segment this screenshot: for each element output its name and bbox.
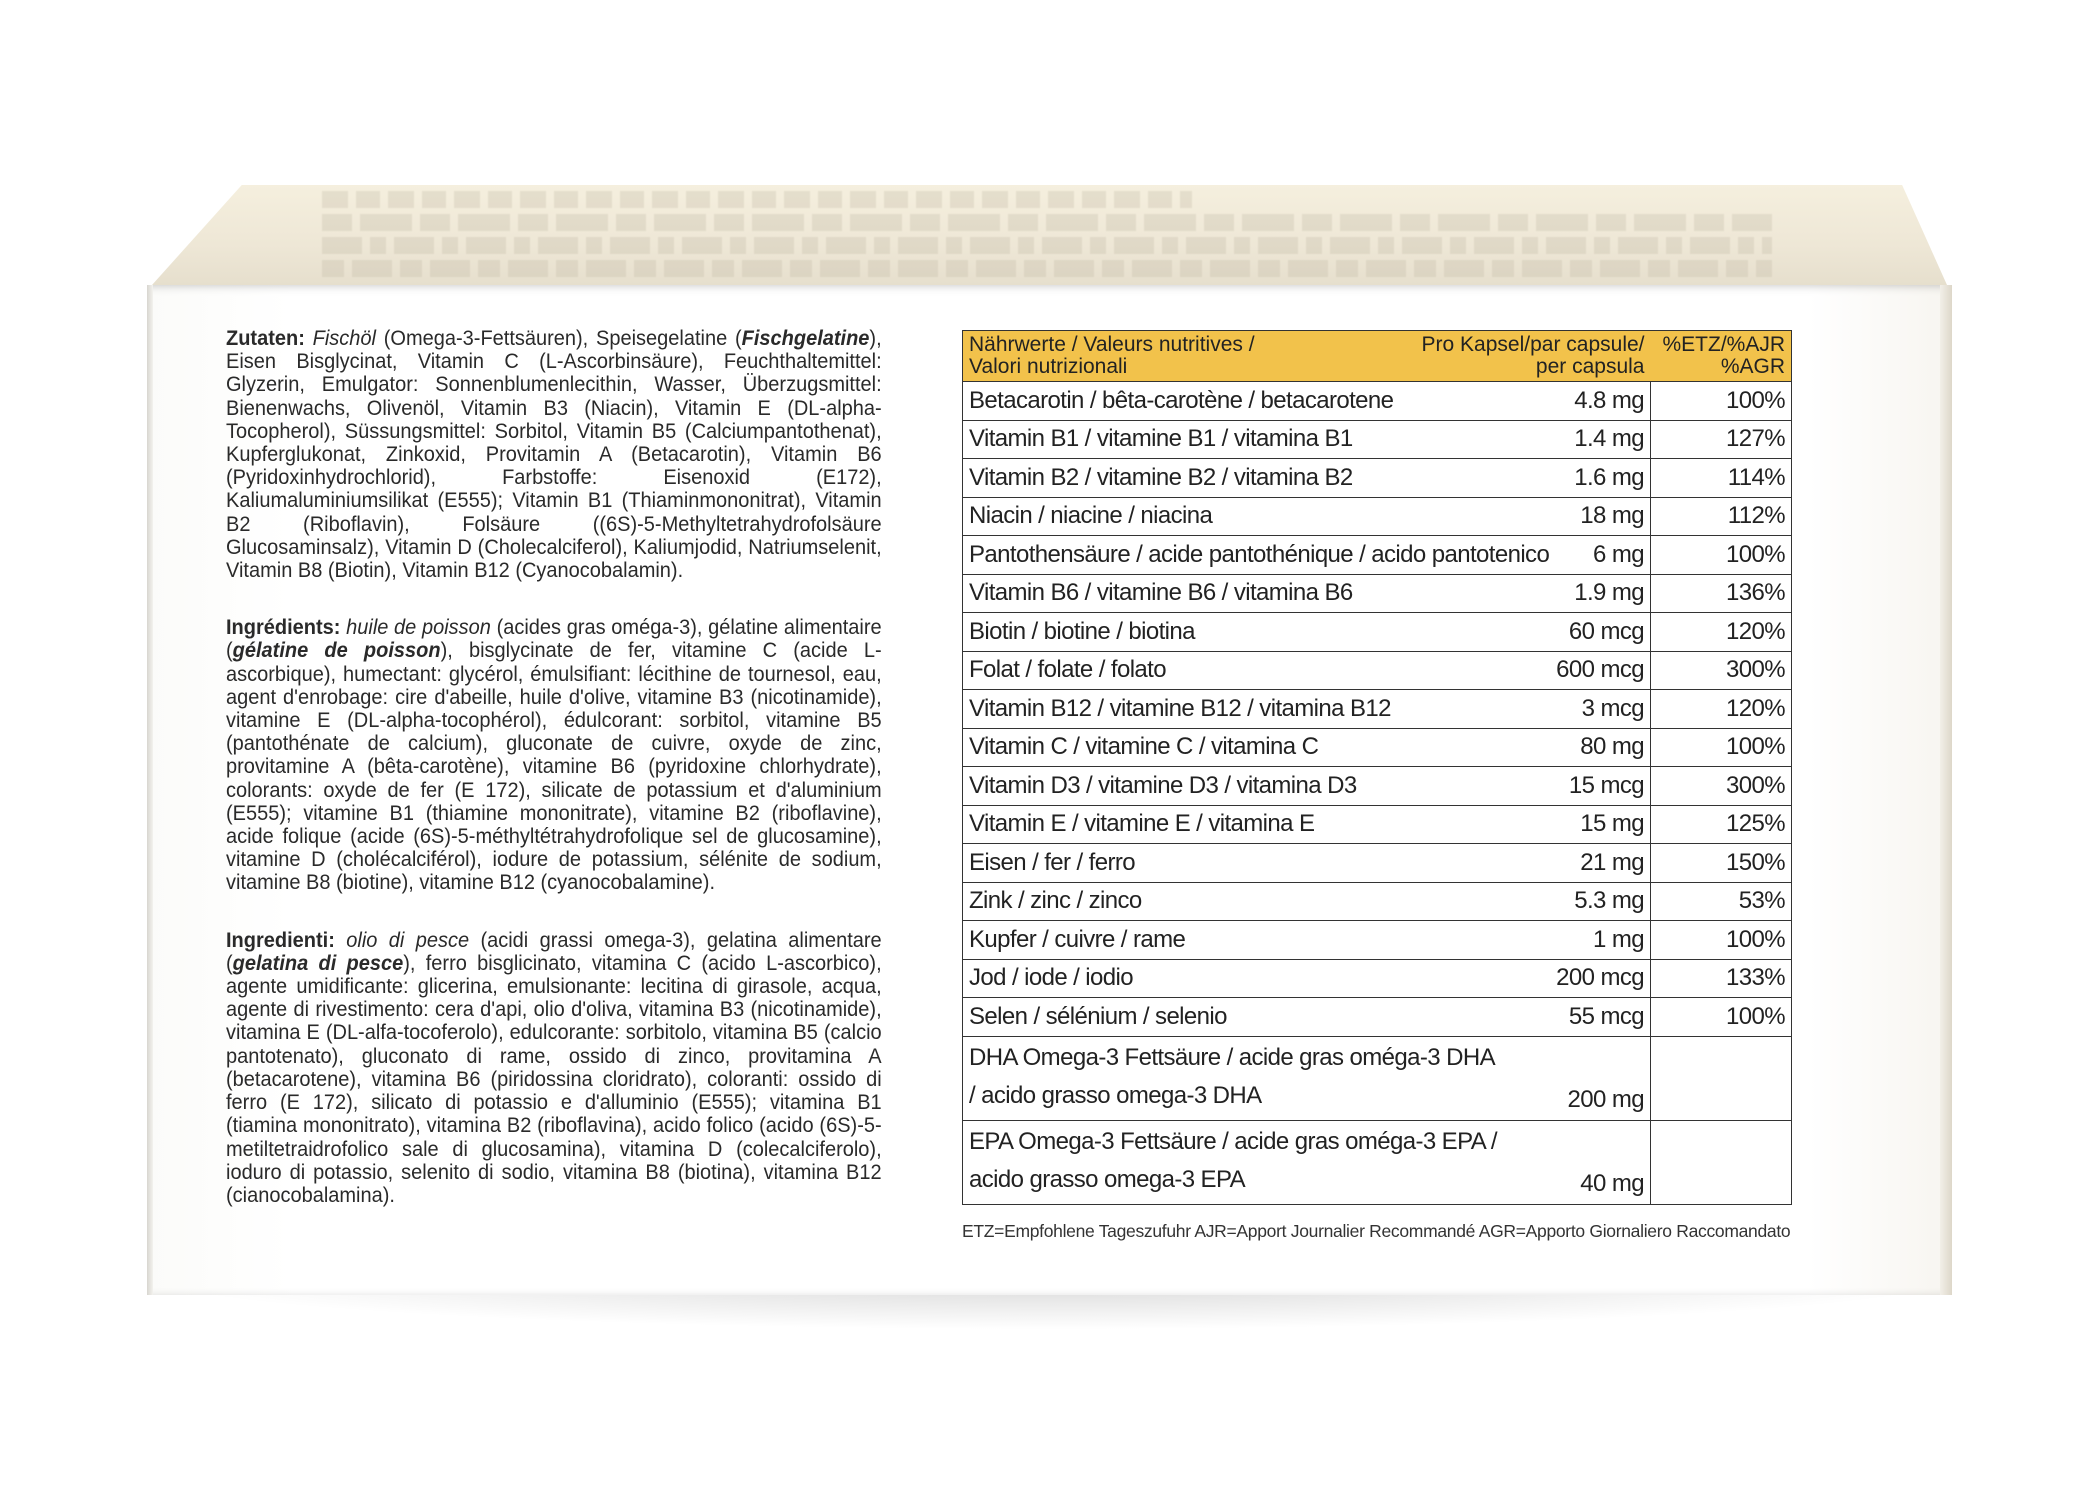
header-percent-line1: %ETZ/%AJR <box>1662 333 1785 356</box>
nutrient-percent: 120% <box>1651 690 1792 729</box>
nutrient-amount: 1.6 mg <box>1511 459 1651 498</box>
nutrient-row <box>963 1036 1792 1120</box>
nutrient-name: Vitamin C / vitamine C / vitamina C <box>963 728 1511 767</box>
ingredients-fr-label: Ingrédients: <box>226 615 341 640</box>
nutrient-name: Selen / sélénium / selenio <box>963 998 1511 1037</box>
nutrient-name: Vitamin B12 / vitamine B12 / vitamina B12 <box>963 690 1511 729</box>
nutrition-table-wrap <box>962 330 1791 1242</box>
table-footnote: ETZ=Empfohlene Tageszufuhr AJR=Apport Journalier Recommandé AGR=Apporto Giornaliero Raccomandato <box>962 1220 1791 1241</box>
header-amount-line1: Pro Kapsel/par capsule/ <box>1421 333 1645 356</box>
nutrition-table <box>962 330 1792 1205</box>
box-top-flap <box>152 185 1947 285</box>
ingredients-fr-segment: (acides gras oméga-3), gélatine alimentaire ( <box>226 615 882 663</box>
header-nutrient-line1: Nährwerte / Valeurs nutritives / <box>969 333 1255 356</box>
ingredients-de-label: Zutaten: <box>226 326 305 350</box>
nutrient-name: Vitamin D3 / vitamine D3 / vitamina D3 <box>963 767 1511 806</box>
header-percent-line2: %AGR <box>1720 355 1785 378</box>
nutrient-percent: 150% <box>1651 844 1792 883</box>
nutrient-amount: 15 mcg <box>1511 767 1651 806</box>
nutrient-row <box>963 613 1792 652</box>
header-amount <box>1421 331 1651 382</box>
nutrient-row <box>963 767 1792 806</box>
nutrient-row <box>963 805 1792 844</box>
ingredients-it-segment <box>335 928 346 952</box>
nutrition-table-header <box>963 331 1792 382</box>
nutrient-row <box>963 690 1792 729</box>
nutrient-row <box>963 459 1792 498</box>
ingredients-fr-segment: gélatine de poisson <box>232 638 441 663</box>
ingredients-it-text <box>226 928 882 1207</box>
nutrient-amount: 1 mg <box>1511 921 1651 960</box>
nutrient-row <box>963 574 1792 613</box>
box-edge-right <box>1940 285 1952 1295</box>
nutrient-name: Betacarotin / bêta-carotène / betacarotene <box>963 382 1511 421</box>
ingredients-it-segment: gelatina di pesce <box>232 950 404 975</box>
nutrient-name: Vitamin B2 / vitamine B2 / vitamina B2 <box>963 459 1511 498</box>
nutrient-percent: 100% <box>1651 536 1792 575</box>
nutrient-row <box>963 651 1792 690</box>
header-percent <box>1651 331 1792 382</box>
nutrient-row <box>963 536 1792 575</box>
nutrient-row <box>963 382 1792 421</box>
nutrient-percent: 300% <box>1651 767 1792 806</box>
mirrored-print-texture <box>322 191 1772 277</box>
nutrient-percent: 100% <box>1651 728 1792 767</box>
nutrition-table-body <box>963 382 1792 1205</box>
nutrient-percent: 300% <box>1651 651 1792 690</box>
nutrient-amount: 200 mg <box>1511 1036 1651 1120</box>
ingredients-de-segment: (Omega-3-Fettsäuren), Speisegelatine ( <box>375 326 742 350</box>
nutrient-percent: 100% <box>1651 921 1792 960</box>
nutrient-amount: 21 mg <box>1511 844 1651 883</box>
nutrient-percent: 120% <box>1651 613 1792 652</box>
nutrient-name: Kupfer / cuivre / rame <box>963 921 1511 960</box>
nutrient-amount: 40 mg <box>1511 1120 1651 1204</box>
nutrient-row <box>963 420 1792 459</box>
ingredients-it-segment: olio di pesce <box>346 927 470 952</box>
nutrient-name: Jod / iode / iodio <box>963 959 1511 998</box>
nutrient-row <box>963 882 1792 921</box>
nutrient-amount: 4.8 mg <box>1511 382 1651 421</box>
nutrient-row <box>963 497 1792 536</box>
nutrient-amount: 6 mg <box>1511 536 1651 575</box>
nutrient-percent: 127% <box>1651 420 1792 459</box>
nutrient-amount: 3 mcg <box>1511 690 1651 729</box>
nutrient-name: Vitamin E / vitamine E / vitamina E <box>963 805 1511 844</box>
nutrient-name: Vitamin B1 / vitamine B1 / vitamina B1 <box>963 420 1511 459</box>
ingredients-fr-text <box>226 615 882 894</box>
nutrient-percent: 125% <box>1651 805 1792 844</box>
nutrient-row <box>963 921 1792 960</box>
nutrient-percent: 100% <box>1651 382 1792 421</box>
nutrient-amount: 1.4 mg <box>1511 420 1651 459</box>
ingredients-de-text <box>226 326 882 582</box>
nutrient-amount: 200 mcg <box>1511 959 1651 998</box>
nutrient-percent: 100% <box>1651 998 1792 1037</box>
nutrient-amount: 5.3 mg <box>1511 882 1651 921</box>
nutrient-percent: 133% <box>1651 959 1792 998</box>
ingredients-fr-segment: ), bisglycinate de fer, vitamine C (acide L-ascorbique), humectant: glycérol, émulsifiant: lécithine de tournesol, eau, agent d'enrobage: cire d'abeille, huile d'olive, vitamine B3 (nicotinamide), vitamine E (DL-alpha-tocophérol), édulcorant: sorbitol, vitamine B5 (pantothénate de calcium), gluconate de cuivre, oxyde de zinc, provitamine A (bêta-carotène), vitamine B6 (pyridoxine chlorhydrate), colorants: oxyde de fer (E 172), silicate de potassium et d'aluminium (E555); vitamine B1 (thiamine mononitrate), vitamine B2 (riboflavine), acide folique (acide (6S)-5-méthyltétrahydrofolique sel de glucosamine), vitamine D (cholécalciférol), iodure de potassium, sélénite de sodium, vitamine B8 (biotine), vitamine B12 (cyanocobalamine). <box>226 638 882 895</box>
nutrient-amount: 60 mcg <box>1511 613 1651 652</box>
nutrient-amount: 80 mg <box>1511 728 1651 767</box>
nutrient-percent <box>1651 1036 1792 1120</box>
header-amount-text <box>1422 334 1645 378</box>
nutrient-amount: 600 mcg <box>1511 651 1651 690</box>
nutrient-percent: 53% <box>1651 882 1792 921</box>
nutrient-row <box>963 1120 1792 1204</box>
ingredients-de-segment: Fischgelatine <box>741 326 870 350</box>
nutrient-percent: 114% <box>1651 459 1792 498</box>
nutrient-amount: 15 mg <box>1511 805 1651 844</box>
nutrient-name: Eisen / fer / ferro <box>963 844 1511 883</box>
ingredients-it-segment: (acidi grassi omega-3), gelatina alimentare ( <box>226 927 882 975</box>
header-nutrient-line2: Valori nutrizionali <box>969 355 1128 378</box>
ingredients-de-segment: ), Eisen Bisglycinat, Vitamin C (L-Ascorbinsäure), Feuchthaltemittel: Glyzerin, Emulgator: Sonnenblumenlecithin, Wasser, Überzugsmittel: Bienenwachs, Olivenöl, Vitamin B3 (Niacin), Vitamin E (DL-alpha-Tocopherol), Süssungsmittel: Sorbitol, Vitamin B5 (Calciumpantothenat), Kupferglukonat, Zinkoxid, Provitamin A (Betacarotin), Vitamin B6 (Pyridoxinhydrochlorid), Farbstoffe: Eisenoxid (E172), Kaliumaluminiumsilikat (E555); Vitamin B1 (Thiaminmononitrat), Vitamin B2 (Riboflavin), Folsäure ((6S)-5-Methyltetrahydrofolsäure Glucosaminsalz), Vitamin D (Cholecalciferol), Kaliumjodid, Natriumselenit, Vitamin B8 (Biotin), Vitamin B12 (Cyanocobalamin). <box>226 326 882 583</box>
ingredients-it-label: Ingredienti: <box>226 927 335 952</box>
nutrient-amount: 55 mcg <box>1511 998 1651 1037</box>
box-edge-left <box>147 285 153 1295</box>
nutrient-name: Biotin / biotine / biotina <box>963 613 1511 652</box>
ingredients-block <box>226 327 882 1241</box>
nutrient-row <box>963 998 1792 1037</box>
nutrient-name: Vitamin B6 / vitamine B6 / vitamina B6 <box>963 574 1511 613</box>
nutrient-row <box>963 728 1792 767</box>
ingredients-it-segment: ), ferro bisglicinato, vitamina C (acido L-ascorbico), agente umidificante: glicerina, emulsionante: lecitina di girasole, acqua, agente di rivestimento: cera d'api, olio d'oliva, vitamina B3 (nicotinamide), vitamina E (DL-alfa-tocoferolo), edulcorante: sorbitolo, vitamina B5 (calcio pantotenato), gluconato di rame, ossido di zinco, provitamina A (betacarotene), vitamina B6 (piridossina cloridrato), coloranti: ossido di ferro (E 172), silicato di potassio e d'alluminio (E555); vitamina B1 (tiamina mononitrato), vitamina B2 (riboflavina), acido folico (acido (6S)-5-metiltetraidrofolico sale di glucosamina), vitamina D (colecalciferolo), ioduro di potassio, selenito di sodio, vitamina B8 (biotina), vitamina B12 (cianocobalamina). <box>226 950 882 1207</box>
header-amount-line2: per capsula <box>1535 355 1645 378</box>
ingredients-de-segment <box>305 326 313 350</box>
ingredients-fr <box>226 616 882 894</box>
nutrient-name: DHA Omega-3 Fettsäure / acide gras oméga-3 DHA / acido grasso omega-3 DHA <box>963 1036 1511 1120</box>
nutrient-name: Pantothensäure / acide pantothénique / acido pantotenico <box>963 536 1511 575</box>
nutrient-percent: 112% <box>1651 497 1792 536</box>
nutrient-name: Niacin / niacine / niacina <box>963 497 1511 536</box>
ingredients-fr-segment: huile de poisson <box>346 615 491 640</box>
ingredients-de <box>226 327 882 582</box>
nutrient-percent: 136% <box>1651 574 1792 613</box>
nutrient-amount: 18 mg <box>1511 497 1651 536</box>
nutrient-amount: 1.9 mg <box>1511 574 1651 613</box>
nutrient-name: Zink / zinc / zinco <box>963 882 1511 921</box>
nutrient-percent <box>1651 1120 1792 1204</box>
nutrient-name: Folat / folate / folato <box>963 651 1511 690</box>
nutrient-row <box>963 844 1792 883</box>
ingredients-it <box>226 929 882 1207</box>
nutrient-row <box>963 959 1792 998</box>
ingredients-de-segment: Fischöl <box>312 326 376 350</box>
nutrient-name: EPA Omega-3 Fettsäure / acide gras oméga-3 EPA / acido grasso omega-3 EPA <box>963 1120 1511 1204</box>
